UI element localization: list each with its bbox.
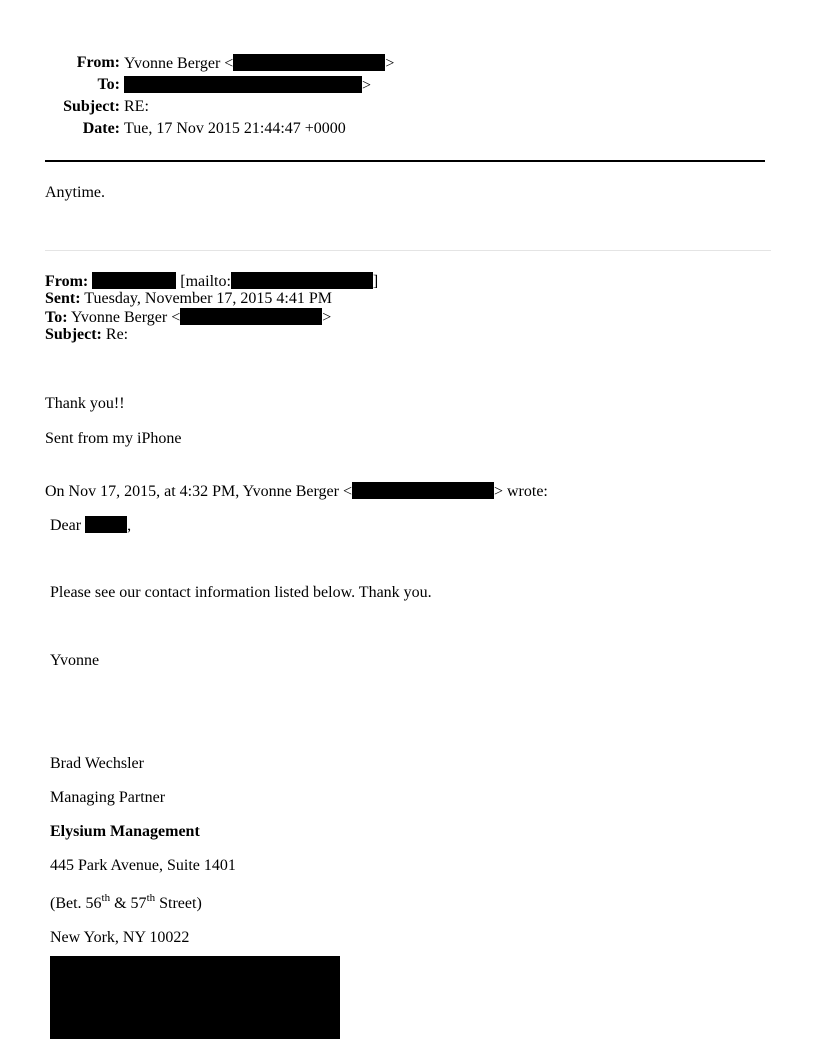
redaction-block: [50, 956, 340, 1039]
date-value: Tue, 17 Nov 2015 21:44:47 +0000: [124, 120, 346, 137]
signature-name: Brad Wechsler: [50, 755, 144, 772]
quoted-to-label: To:: [45, 309, 68, 326]
redaction: [92, 272, 176, 289]
from-value: Yvonne Berger < >: [124, 55, 395, 72]
quoted-intro-line: On Nov 17, 2015, at 4:32 PM, Yvonne Berger < > wrote:: [45, 483, 548, 500]
redaction: [124, 76, 362, 93]
signature-company: Elysium Management: [50, 823, 200, 840]
greeting: Dear: [50, 517, 82, 534]
redaction: [180, 308, 322, 325]
redaction: [233, 54, 385, 71]
quoted-subject-line: [45, 326, 128, 344]
quoted-sent-line: [45, 290, 332, 308]
subject-label: Subject:: [63, 98, 120, 115]
quoted-sent-label: Sent:: [45, 290, 81, 307]
signature-city: New York, NY 10022: [50, 929, 190, 946]
quoted-intro-suffix: wrote:: [507, 483, 548, 500]
quoted-sent-value: Tuesday, November 17, 2015 4:41 PM: [84, 290, 332, 307]
quoted-from-label: From:: [45, 273, 89, 290]
quoted-intro-prefix: On Nov 17, 2015, at 4:32 PM, Yvonne Berger: [45, 483, 339, 500]
message-text: Please see our contact information listed below. Thank you.: [50, 584, 432, 601]
quoted-to-line: To: Yvonne Berger < >: [45, 309, 332, 326]
quoted-subject-value: Re:: [105, 326, 129, 343]
subject-value: RE:: [124, 98, 149, 115]
quoted-from-line: From: [mailto: ]: [45, 273, 379, 290]
signature-address: 445 Park Avenue, Suite 1401: [50, 857, 236, 874]
greeting-line: Dear ,: [50, 517, 132, 534]
reply-body: Anytime.: [45, 184, 105, 201]
signoff: Yvonne: [50, 652, 100, 669]
redaction: [85, 516, 127, 533]
quoted-signature: Sent from my iPhone: [45, 430, 182, 447]
mailto-prefix: [mailto:: [180, 273, 231, 290]
quoted-subject-label: Subject:: [45, 326, 102, 343]
signature-cross-streets: (Bet. 56th & 57th Street): [50, 891, 202, 912]
redaction: [352, 482, 494, 499]
quote-divider: [45, 250, 771, 251]
quoted-body: Thank you!!: [45, 395, 125, 412]
quoted-to-name: Yvonne Berger: [70, 309, 168, 326]
from-label: From:: [76, 54, 120, 71]
header-divider: [45, 160, 765, 162]
to-label: To:: [97, 76, 120, 93]
date-label: Date:: [82, 120, 120, 137]
signature-title: Managing Partner: [50, 789, 166, 806]
to-value: >: [124, 76, 371, 95]
redaction: [231, 272, 373, 289]
